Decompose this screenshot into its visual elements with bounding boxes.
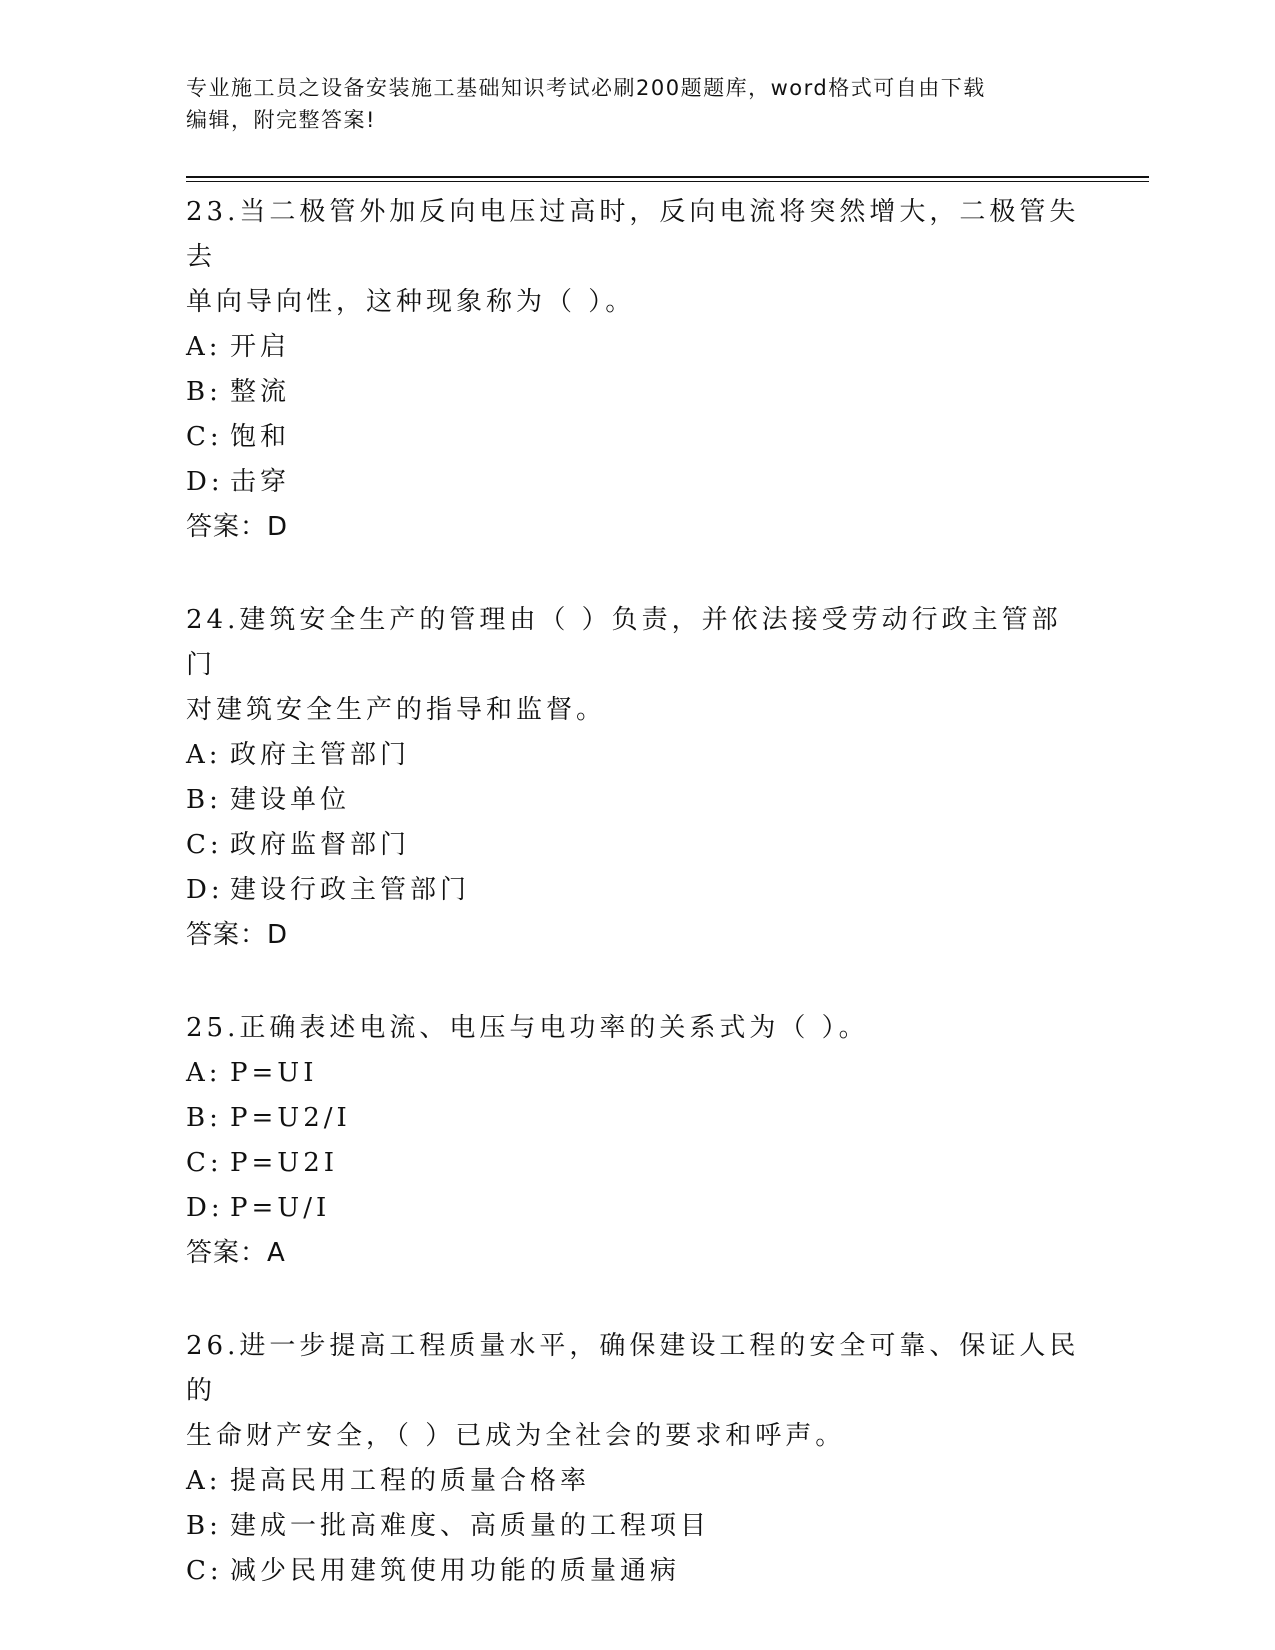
option-text: 政府主管部门: [230, 740, 411, 770]
option-key: C:: [186, 422, 223, 452]
answer-line: 答案：A: [186, 1238, 286, 1268]
option-b: [186, 370, 1086, 415]
option-text: 提高民用工程的质量合格率: [230, 1466, 591, 1496]
option-text: 减少民用建筑使用功能的质量通病: [230, 1556, 681, 1586]
option-d: [186, 868, 1086, 913]
option-text: P=U/I: [230, 1193, 331, 1223]
option-key: C:: [186, 830, 223, 860]
question-stem-line-2: 单向导向性，这种现象称为（ ）。: [186, 287, 636, 317]
question-stem-line-1: 26.进一步提高工程质量水平，确保建设工程的安全可靠、保证人民的: [186, 1331, 1080, 1406]
option-key: C:: [186, 1148, 223, 1178]
option-text: 建设行政主管部门: [230, 875, 471, 905]
option-text: 建设单位: [230, 785, 351, 815]
option-b: [186, 778, 1086, 823]
option-key: A:: [186, 1466, 222, 1496]
option-a: [186, 1051, 1086, 1096]
option-text: P=U2/I: [230, 1103, 351, 1133]
option-c: [186, 415, 1086, 460]
option-d: [186, 1186, 1086, 1231]
option-key: D:: [186, 875, 224, 905]
option-b: [186, 1096, 1086, 1141]
header-line-2: 编辑，附完整答案!: [186, 108, 376, 132]
question-stem-line-1: 23.当二极管外加反向电压过高时，反向电流将突然增大，二极管失去: [186, 197, 1080, 272]
option-key: D:: [186, 467, 224, 497]
option-d: [186, 460, 1086, 505]
option-key: A:: [186, 332, 222, 362]
question-24: [186, 598, 1086, 958]
answer-line: 答案：D: [186, 920, 289, 950]
option-key: B:: [186, 1511, 222, 1541]
option-text: 饱和: [230, 422, 291, 452]
option-a: [186, 1459, 1086, 1504]
question-23: [186, 190, 1086, 550]
document-header: [186, 72, 1086, 136]
option-text: 击穿: [230, 467, 291, 497]
option-text: 开启: [230, 332, 291, 362]
option-c: [186, 1549, 1086, 1594]
option-c: [186, 1141, 1086, 1186]
option-key: B:: [186, 377, 222, 407]
option-text: 整流: [230, 377, 291, 407]
option-text: 建成一批高难度、高质量的工程项目: [230, 1511, 711, 1541]
option-c: [186, 823, 1086, 868]
option-key: B:: [186, 785, 222, 815]
option-key: A:: [186, 1058, 222, 1088]
header-divider-thick: [186, 176, 1149, 178]
question-list: [186, 190, 1086, 1642]
option-text: P=UI: [230, 1058, 318, 1088]
option-text: 政府监督部门: [230, 830, 411, 860]
option-key: A:: [186, 740, 222, 770]
question-stem-line-1: 24.建筑安全生产的管理由（ ）负责，并依法接受劳动行政主管部门: [186, 605, 1062, 680]
question-26: [186, 1324, 1086, 1594]
option-b: [186, 1504, 1086, 1549]
option-key: D:: [186, 1193, 224, 1223]
question-stem-line-1: 25.正确表述电流、电压与电功率的关系式为（ ）。: [186, 1013, 869, 1043]
question-25: [186, 1006, 1086, 1276]
answer-line: 答案：D: [186, 512, 289, 542]
option-a: [186, 325, 1086, 370]
question-stem-line-2: 对建筑安全生产的指导和监督。: [186, 695, 607, 725]
option-a: [186, 733, 1086, 778]
option-key: B:: [186, 1103, 222, 1133]
header-divider-thin: [186, 181, 1149, 182]
header-line-1: 专业施工员之设备安装施工基础知识考试必刷200题题库，word格式可自由下载: [186, 76, 986, 100]
question-stem-line-2: 生命财产安全，（ ）已成为全社会的要求和呼声。: [186, 1421, 846, 1451]
option-key: C:: [186, 1556, 223, 1586]
option-text: P=U2I: [230, 1148, 339, 1178]
